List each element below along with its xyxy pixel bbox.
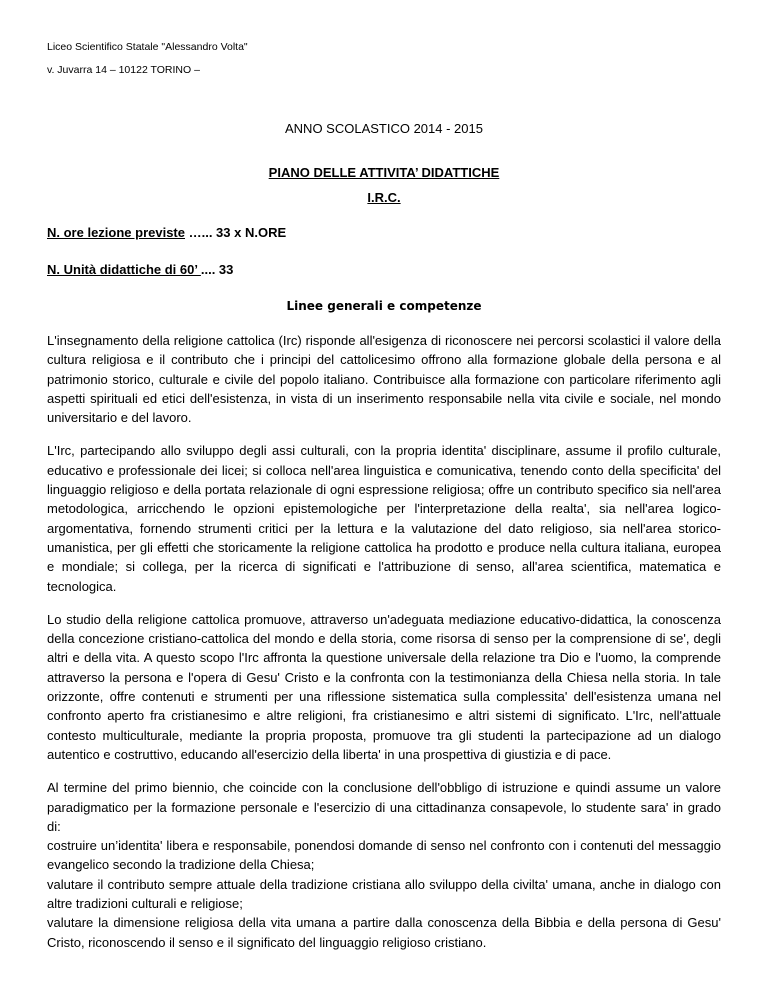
lesson-hours-value: …... 33 x N.ORE [185,225,287,240]
plan-title: PIANO DELLE ATTIVITA’ DIDATTICHE [268,165,500,180]
lesson-hours-label: N. ore lezione previste [47,225,185,240]
school-name: Liceo Scientifico Statale "Alessandro Volta" [47,41,248,53]
competence-item: valutare il contributo sempre attuale della tradizione cristiana allo sviluppo della civilta' umana, anche in dialogo con altre tradizioni culturali e religiose; [47,876,721,912]
school-address: v. Juvarra 14 – 10122 TORINO – [47,64,200,76]
paragraph-irc-profile: L'Irc, partecipando allo sviluppo degli assi culturali, con la propria identita' disciplinare, assume il profilo culturale, educativo e professionale dei licei; si colloca nell'area linguistica e comunicativa, tenendo conto della specificita' del linguaggio religioso e della portata relazionale di ogni espressione religiosa; offre un contributo specifico sia nell'area metodologica, arricchendo le opzioni epistemologiche per l'interpretazione della realta', sia nell'area logico-argomentativa, fornendo strumenti critici per la lettura e la valutazione del dato religioso, sia nell'area storico-umanistica, per gli effetti che storicamente la religione cattolica ha prodotto e produce nella cultura italiana, europea e mondiale; si collega, per la ricerca di significati e l'attribuzione di senso, all'area scientifica, matematica e tecnologica. [47,443,721,594]
school-year: ANNO SCOLASTICO 2014 - 2015 [285,121,483,136]
section-title: Linee generali e competenze [286,299,482,313]
biennium-intro: Al termine del primo biennio, che coincide con la conclusione dell'obbligo di istruzione e quindi assume un valore paradigmatico per la formazione personale e l'esercizio di una cittadinanza consapevole, lo studente sara' in grado di: [47,780,721,834]
competence-item: costruire un’identita' libera e responsabile, ponendosi domande di senso nel confronto con i contenuti del messaggio evangelico secondo la tradizione della Chiesa; [47,838,721,873]
didactic-units-label: N. Unità didattiche di 60’ [47,262,201,277]
paragraph-biennium [47,778,721,952]
lesson-hours [47,225,286,240]
competence-item: valutare la dimensione religiosa della vita umana a partire dalla conoscenza della Bibbia e della persona di Gesu' Cristo, riconoscendo il senso e il significato del linguaggio religioso cristiano. [47,915,721,950]
subject-title: I.R.C. [367,190,401,205]
paragraph-study: Lo studio della religione cattolica promuove, attraverso un'adeguata mediazione educativo-didattica, la conoscenza della concezione cristiano-cattolica del mondo e della storia, come risorsa di senso per la comprensione di se', degli altri e della vita. A questo scopo l'Irc affronta la questione universale della relazione tra Dio e l'uomo, la comprende attraverso la persona e l'opera di Gesu' Cristo e la confronta con la testimonianza della Chiesa nella storia. In tale orizzonte, offre contenuti e strumenti per una riflessione sistematica sulla complessita' dell'esistenza umana nel confronto aperto fra cristianesimo e altre religioni, fra cristianesimo e altri sistemi di significato. L'Irc, nell'attuale contesto multiculturale, mediante la propria proposta, promuove tra gli studenti la partecipazione ad un dialogo autentico e costruttivo, educando all'esercizio della liberta' in una prospettiva di giustizia e di pace. [47,611,721,762]
didactic-units [47,262,233,277]
body-text [47,331,721,966]
paragraph-intro: L'insegnamento della religione cattolica (Irc) risponde all'esigenza di riconoscere nei percorsi scolastici il valore della cultura religiosa e il contributo che i principi del cattolicesimo offrono alla formazione globale della persona e al patrimonio storico, culturale e civile del popolo italiano. Contribuisce alla formazione con particolare riferimento agli aspetti spirituali ed etici dell'esistenza, in vista di un inserimento responsabile nella vita civile e sociale, nel mondo universitario e del lavoro. [47,333,721,426]
didactic-units-value: .... 33 [200,262,234,277]
